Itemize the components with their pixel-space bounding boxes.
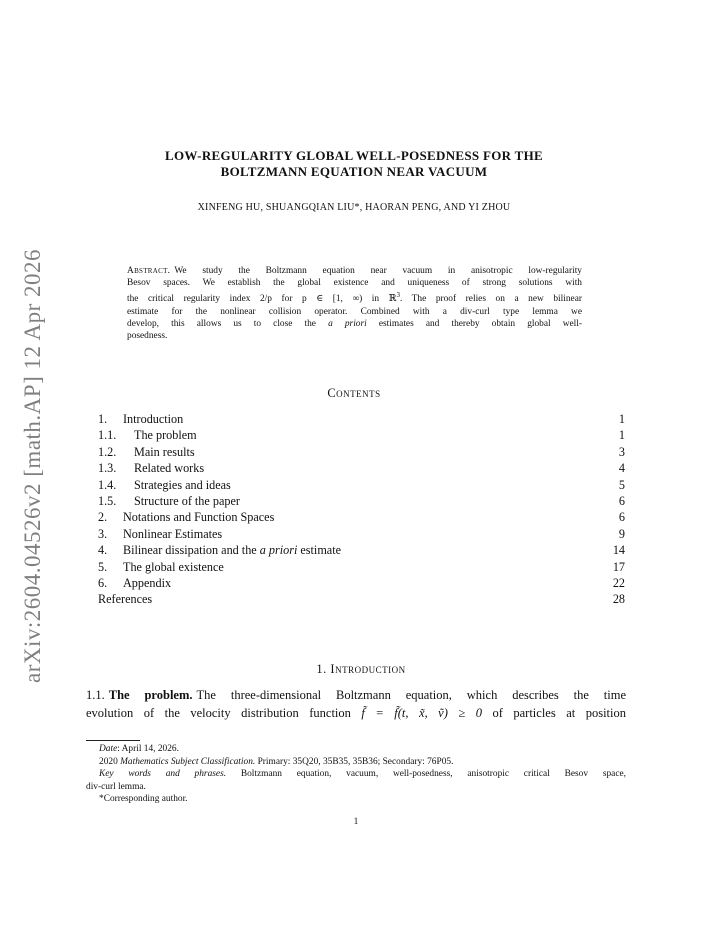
- title-line-1: LOW-REGULARITY GLOBAL WELL-POSEDNESS FOR THE: [164, 148, 543, 163]
- author-list: XINFENG HU, SHUANGQIAN LIU*, HAORAN PENG, AND YI ZHOU: [197, 202, 511, 213]
- footnote-msc: 2020 Mathematics Subject Classification. Primary: 35Q20, 35B35, 35B36; Secondary: 76P05.: [99, 756, 454, 767]
- math-expression: f̃ = f̃(t, x̃, ṽ) ≥ 0: [361, 706, 482, 720]
- title-line-2: BOLTZMANN EQUATION NEAR VACUUM: [220, 164, 488, 179]
- toc-entry[interactable]: 1.2. Main results 3: [98, 444, 625, 459]
- abstract-line-5: develop, this allows us to close the a priori estimates and thereby obtain global well-: [127, 318, 582, 329]
- toc-entry[interactable]: 1.3. Related works 4: [98, 461, 625, 476]
- abstract-line-1: Abstract. We study the Boltzmann equation near vacuum in anisotropic low-regularity: [127, 266, 582, 276]
- footnote-keywords-continued: div-curl lemma.: [86, 781, 146, 792]
- footnote-keywords: Key words and phrases. Boltzmann equation, vacuum, well-posedness, anisotropic critical Besov space,: [99, 769, 626, 780]
- toc-entry[interactable]: 3. Nonlinear Estimates 9: [98, 526, 625, 541]
- toc-entry[interactable]: 1.5. Structure of the paper 6: [98, 493, 625, 508]
- page-number: 1: [353, 817, 359, 827]
- abstract-line-4: estimate for the nonlinear collision operator. Combined with a div-curl type lemma we: [127, 306, 582, 317]
- toc-entry[interactable]: 4. Bilinear dissipation and the a priori estimate 14: [98, 543, 625, 558]
- toc-entry[interactable]: 1.4. Strategies and ideas 5: [98, 477, 625, 492]
- footnote-rule: [86, 740, 140, 741]
- contents-heading: Contents: [327, 386, 381, 400]
- abstract-line-3: the critical regularity index 2/p for p ∈ [1, ∞) in ℝ$^3$. The proof relies on a new bilinear: [127, 291, 582, 305]
- table-of-contents: [98, 411, 625, 608]
- body-paragraph: [86, 686, 626, 722]
- subsection-number: 1.1.: [86, 688, 105, 702]
- paper-title: [86, 148, 622, 180]
- toc-entry[interactable]: 5. The global existence 17: [98, 559, 625, 574]
- toc-entry[interactable]: 1. Introduction 1: [98, 412, 625, 426]
- toc-entry[interactable]: 6. Appendix 22: [98, 575, 625, 590]
- body-line-1: 1.1. The problem. The three-dimensional Boltzmann equation, which describes the time: [86, 688, 626, 702]
- abstract-line-6: posedness.: [127, 331, 168, 342]
- toc-entry-references[interactable]: References 28: [98, 592, 625, 607]
- footnotes: [86, 743, 626, 806]
- abstract-line-2: Besov spaces. We establish the global existence and uniqueness of strong solutions with: [127, 278, 582, 289]
- subsection-title: The problem.: [108, 688, 193, 702]
- footnote-date: Date: April 14, 2026.: [99, 744, 179, 754]
- footnote-corresponding-author: *Corresponding author.: [99, 794, 188, 805]
- abstract-heading: Abstract.: [127, 266, 171, 276]
- arxiv-identifier: arXiv:2604.04526v2 [math.AP] 12 Apr 2026: [20, 249, 45, 683]
- toc-entry[interactable]: 2. Notations and Function Spaces 6: [98, 510, 625, 525]
- abstract: [127, 265, 582, 342]
- section-heading-introduction: 1. Introduction: [316, 662, 406, 676]
- body-line-2: evolution of the velocity distribution function f̃ = f̃(t, x̃, ṽ) ≥ 0 of particles at position: [86, 706, 626, 720]
- toc-entry[interactable]: 1.1. The problem 1: [98, 428, 625, 443]
